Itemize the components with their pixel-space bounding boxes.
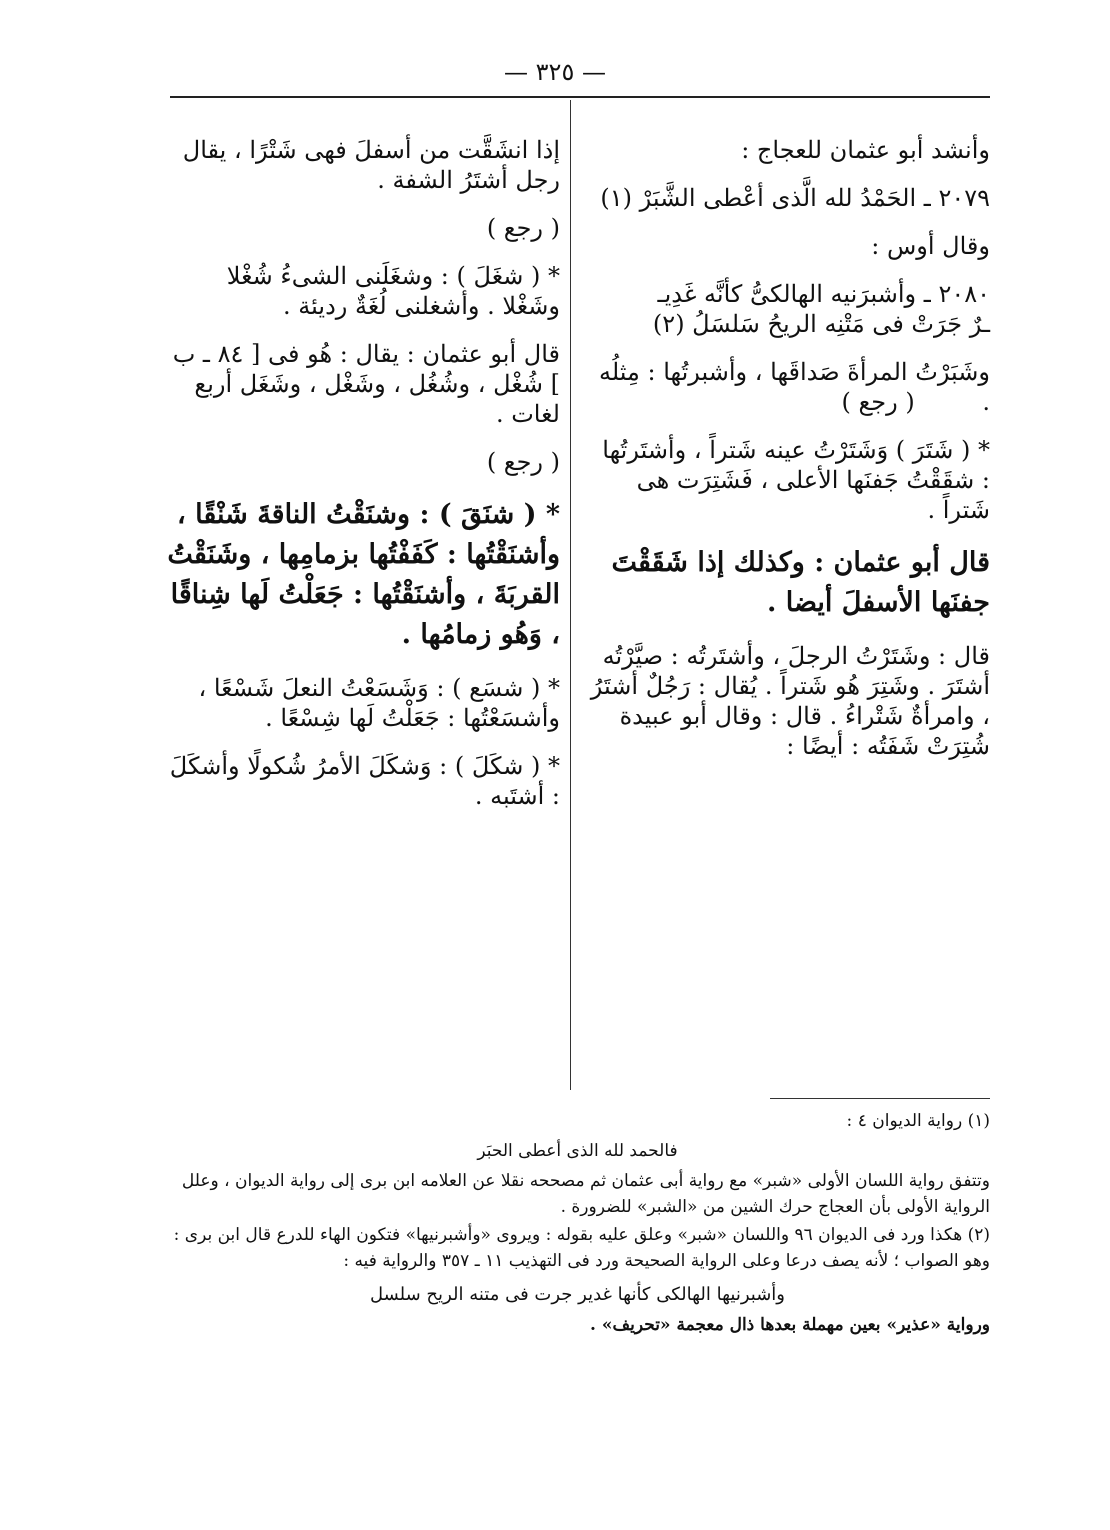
footnotes [165,1108,990,1340]
page-number: — ٣٢٥ — [504,58,606,86]
footnote-2-text: (٢) هكذا ورد فى الديوان ٩٦ واللسان «شبر» وعلق عليه بقوله : ويروى «وأشبرنيها» فتكون الهاء للدرع قال ابن برى : وهو الصواب ؛ لأنه يصف درعا وعلى الرواية الصحيحة ورد فى التهذيب ١١ ـ ٣٥٧ والرواية فيه : [173,1225,990,1271]
verse-2080-line-1: ٢٠٨٠ ـ وأشبرَنيه الهالكىُّ كأنَّه غَدِيـ [657,280,990,308]
right-para-3: وقال أوس : [871,232,990,260]
return-tag: ( رجع ) [486,214,560,242]
footnote-rule [770,1098,990,1099]
left-column [165,135,560,829]
entry-shaghala: * ( شغَلَ ) : وشغَلَنى الشىءُ شُغْلا وشَغْلا . وأشغلنى لُغَةٌ رديئة . [226,262,560,320]
right-para-7: قال أبو عثمان : وكذلك إذا شَقَقْتَ جفنَها الأسفلَ أيضا . [611,547,990,618]
column-divider [570,100,571,1090]
footnote-1-text: وتتفق رواية اللسان الأولى «شبر» مع رواية أبى عثمان ثم مصححه نقلا عن العلامه ابن برى إلى رواية الديوان ، وعلل الرواية الأولى بأن العجاج حرك الشين من «الشبر» للضرورة . [181,1171,990,1217]
left-para-1: إذا انشَقَّت من أسفلَ فهى شَتْرًا ، يقال رجل أشتَرُ الشفة . [182,136,560,194]
return-tag: ( رجع ) [841,388,915,416]
footnote-2-end: ورواية «عذير» بعين مهملة بعدها ذال معجمة «تحريف» . [590,1315,990,1335]
right-para-8: قال : وشَتَرْتُ الرجلَ ، وأشتَرتُه : صيَّرْتُه أشتَرَ . وشَتِرَ هُو شَتراً . يُقال : رَجُلٌ أشتَرُ ، وامرأةٌ شَتْراءُ . قال : وقال أبو عبيدة شُتِرَتْ شَفَتُه : أيضًا : [590,642,990,760]
right-para-1: وأنشد أبو عثمان للعجاج : [741,136,990,164]
verse-2079: ٢٠٧٩ ـ الحَمْدُ لله الَّذى أعْطى الشَّبَرْ (١) [600,184,990,212]
entry-shanaqa: * ( شنَقَ ) : وشنَقْتُ الناقةَ شَنْقًا ، وأشنَقْتُها : كَفَفْتُها بزمامِها ، وشَنَقْتُ القربَةَ ، وأشنَقْتُها : جَعَلْتُ لَها شِناقًا ، وَهُو زمامُها . [167,499,560,650]
verse-2080 [590,279,990,339]
footnote-1-head: (١) رواية الديوان ٤ : [846,1111,990,1131]
left-para-3: قال أبو عثمان : يقال : هُو فى [ ٨٤ ـ ب ] شُغْل ، وشُغُل ، وشَغْل ، وشَغَل أربع لغات . [172,340,560,428]
right-para-5: وشَبَرْتُ المرأةَ صَداقَها ، وأشبرتُها : مِثلُه . ( رجع ) [598,358,990,416]
entry-shatara: * ( شَتَرَ ) وَشَتَرْتُ عينه شَتراً ، وأشتَرتُها : شقَقْتُ جَفنَها الأعلى ، فَشَتِرَت هى شَتراً . [602,436,990,524]
right-column [590,135,990,779]
entry-shakala: * ( شكَلَ ) : وَشكَلَ الأمرُ شُكولًا وأشكَلَ : أشتَبه . [169,752,560,810]
header-rule [170,96,990,98]
footnote-1-verse: فالحمد لله الذى أعطى الحبَر [477,1141,678,1161]
return-tag: ( رجع ) [486,448,560,476]
verse-2080-line-2: ـرٌ جَرَتْ فى مَتْنِه الريحُ سَلسَلُ (٢) [652,310,990,338]
entry-shasaa: * ( شسَع ) : وَشَسَعْتُ النعلَ شَسْعًا ، وأشسَعْتُها : جَعَلْتُ لَها شِسْعًا . [198,674,560,732]
footnote-2-verse: وأشبرنيها الهالكى كأنها غدير جرت فى متنه الريح سلسل [369,1284,786,1305]
